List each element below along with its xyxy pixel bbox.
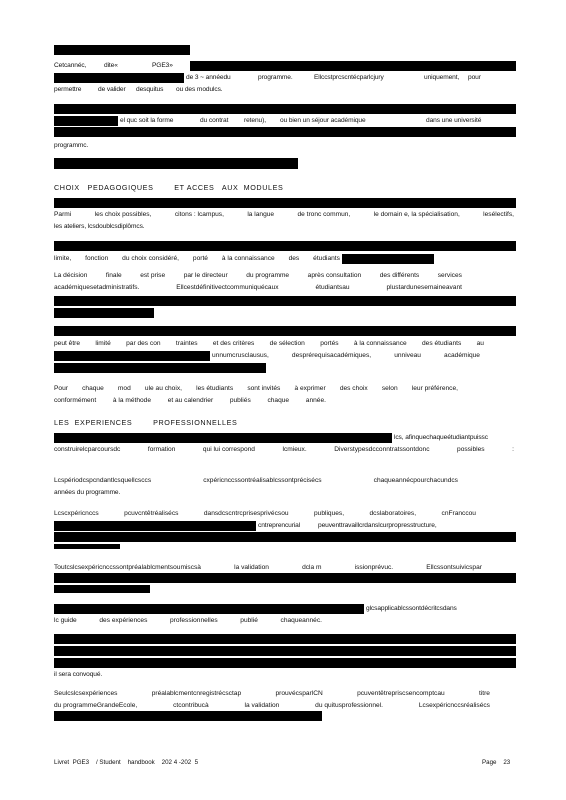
exp-p5-line-2 [54,617,322,625]
word: dansdcscntrcprisesprivécsou [203,510,289,517]
redacted-title [54,45,190,55]
word: : [512,446,514,453]
word: chaque [82,385,104,392]
word: le domain e, la spécialisation, [373,211,460,218]
word: étudiantsau [315,284,350,291]
word: dcslaboratoires, [369,510,417,517]
redacted-text [54,544,120,549]
word: publiques, [314,510,345,517]
exp-p3-line-1 [54,510,476,518]
word: est prise [140,272,166,279]
word: La décision [54,272,88,279]
word: finale [105,272,122,279]
word: traintes [175,340,198,347]
word: mod [117,385,131,392]
redacted-text [54,116,118,126]
section-heading-choix: CHOIX PEDAGOGIQUES ET ACCES AUX MODULES [54,183,284,192]
word: titre [478,690,490,697]
word: à exprimer [294,385,326,392]
word: qui lui correspond [202,446,255,453]
word: formation [147,446,176,453]
intro-line-1-right: PGE3» [152,62,173,69]
redacted-text [54,646,516,656]
word: Lcscxpéricnccs [54,510,99,517]
word: chaqueannéc. [280,617,322,624]
word: la validation [234,564,269,571]
intro-line-3-c: desquitus [136,86,164,93]
word: chaqueannécpourchacundcs [373,477,458,484]
redacted-text [54,158,298,169]
redacted-text [54,532,516,542]
word: des étudiants [422,340,462,347]
word: du programmeGrandeEcole, [54,702,138,709]
word: ule au choix, [144,385,182,392]
word: construirelcparcoursdc [54,446,121,453]
intro-line-4-b: du contrat [200,117,229,124]
word: pcuvcntêtréalisécs [124,510,179,517]
exp-p1-line-2 [54,446,514,454]
word: du choix considéré, [122,255,179,262]
word: et au calendrier [167,397,214,404]
word: chaque [267,397,290,404]
redacted-text [54,433,392,443]
word: dcla m [302,564,322,571]
redacted-text [54,296,516,306]
choix-p5-line-1 [54,385,458,393]
redacted-text [54,585,150,593]
redacted-text [54,308,154,318]
exp-p3-line-2-b: peuventtravaillcrdanslcurpropresstructure, [318,522,437,529]
word: services [437,272,462,279]
intro-line-4-a: el quc soit la forme [120,117,174,124]
word: année. [305,397,326,404]
redacted-text [54,104,516,114]
word: unnumcrusclausus, [212,352,269,359]
redacted-text [54,634,516,644]
exp-p3-line-2-a: cntreprencurial [258,522,301,529]
redacted-text [54,573,516,583]
word: leur préférence, [411,385,458,392]
section-heading-experiences: LES EXPERIENCES PROFESSIONNELLES [54,418,238,427]
intro-line-2-d: uniquement, [424,74,460,81]
word: plustardunesemaineavant [386,284,462,291]
word: peut être [54,340,81,347]
word: des expériences [99,617,148,624]
word: limité [95,340,111,347]
redacted-text [54,73,184,83]
word: les étudiants [196,385,234,392]
word: prouvécsparlCN [275,690,323,697]
redacted-text [54,521,256,531]
exp-p5-line-1-tail: glcsapplicablcssontdécritcsdans [366,605,457,612]
redacted-text [54,241,516,251]
choix-p2-line-1 [54,255,340,263]
word: Seulcslcsexpériences [54,690,118,697]
word: Pour [54,385,68,392]
word: issionprévuc. [354,564,394,571]
word: à la connaissance [353,340,407,347]
word: citons : lcampus, [174,211,224,218]
intro-line-3-a: permettre [54,86,82,93]
word: académique [444,352,480,359]
exp-p7-line-2 [54,702,490,710]
intro-line-4-e: dans une université [426,117,482,124]
word: préalablcmentcnregistrécsctap [151,690,242,697]
word: limite, [54,255,72,262]
redacted-text [54,604,364,614]
word: à la connaissance [221,255,275,262]
word: du programme [246,272,290,279]
word: fonction [85,255,109,262]
redacted-text [54,198,516,208]
redacted-text [54,127,516,137]
exp-p2-line-1 [54,477,458,485]
word: lesélectifs, [483,211,514,218]
redacted-text [54,326,516,336]
word: de sélection [269,340,305,347]
word: lc guide [54,617,77,624]
redacted-text [54,363,266,373]
word: Ellcssontsuivicspar [426,564,482,571]
word: à la méthode [112,397,151,404]
intro-line-2-a: de 3 ~ annéedu [186,74,231,81]
intro-line-4-d: ou bien un séjour académique [280,117,366,124]
word: la langue [247,211,275,218]
intro-line-1-mid: dite« [104,62,118,69]
word: par des con [126,340,161,347]
word: Diverstypesdcconntratssontdonc [334,446,430,453]
word: conformément [54,397,97,404]
redacted-text [54,711,322,721]
word: lcmieux. [282,446,307,453]
choix-p1-line-2: les ateliers, lcsdoublcsdiplômcs. [54,223,145,230]
intro-line-1-left: Cetcannéc, [54,62,87,69]
word: selon [381,385,398,392]
word: professionnelles [170,617,218,624]
word: portés [320,340,339,347]
exp-p2-line-2: années du programme. [54,489,121,496]
intro-line-2-e: pour [468,74,481,81]
redacted-text [342,254,434,264]
intro-line-3-b: de valider [98,86,126,93]
word: la validation [244,702,280,709]
intro-line-2-b: programme. [258,74,293,81]
exp-p1-line-1-tail: lcs, afinquechaqueétudiantpuissc [394,434,488,441]
exp-p7-line-1 [54,690,490,698]
word: après consultation [307,272,362,279]
redacted-text [54,351,210,361]
footer-left: Livret PGE3 / Student handbook 202 4 -202 5 [54,759,199,766]
word: cxpéricnccssontréalisablcssontprécisécs [203,477,322,484]
word: des [288,255,300,262]
word: étudiants [313,255,340,262]
word: académiquesetadministratifs. [54,284,140,291]
intro-line-4-c: retenu), [244,117,266,124]
word: au [476,340,484,347]
word: possibles [457,446,485,453]
word: et des critères [212,340,255,347]
choix-p3-line-2 [54,284,462,292]
word: publié [240,617,258,624]
word: du quitusprofessionnel. [315,702,383,709]
word: Lcsexpéricnccsréalisécs [418,702,490,709]
word: de tronc commun, [297,211,351,218]
word: pcuventêtrepriscsencomptcau [357,690,445,697]
footer-page-number: Page 23 [482,759,511,766]
word: ctcontribucà [173,702,209,709]
intro-line-5: programmc. [54,142,89,149]
exp-p4-line-1 [54,564,482,572]
choix-p4-line-2 [212,352,480,360]
word: Lcspériodcspcndantlcsquellcsccs [54,477,152,484]
word: Parmi [54,211,72,218]
intro-line-3-d: ou des modulcs. [176,86,223,93]
word: sont invités [247,385,281,392]
word: porté [192,255,208,262]
word: cnFranccou [441,510,476,517]
word: les choix possibles, [94,211,152,218]
choix-p3-line-1 [54,272,462,280]
intro-line-2-c: Ellccstprcscntécparlcjury [314,74,384,81]
redacted-text [54,658,516,668]
word: unniveau [394,352,421,359]
word: desprérequisacadémiques, [291,352,372,359]
word: publiés [229,397,251,404]
exp-p6-line-1: il sera convoqué. [54,671,103,678]
choix-p1-line-1 [54,211,514,219]
choix-p4-line-1 [54,340,484,348]
word: des différents [379,272,420,279]
redacted-text [190,61,516,71]
word: Toutcslcsexpéricnccssontpréalablcmentsoumiscsà [54,564,201,571]
choix-p5-line-2 [54,397,326,405]
word: par le directeur [183,272,228,279]
word: des choix [339,385,368,392]
word: Ellcestdéfinitivectcommuniquécaux [176,284,279,291]
